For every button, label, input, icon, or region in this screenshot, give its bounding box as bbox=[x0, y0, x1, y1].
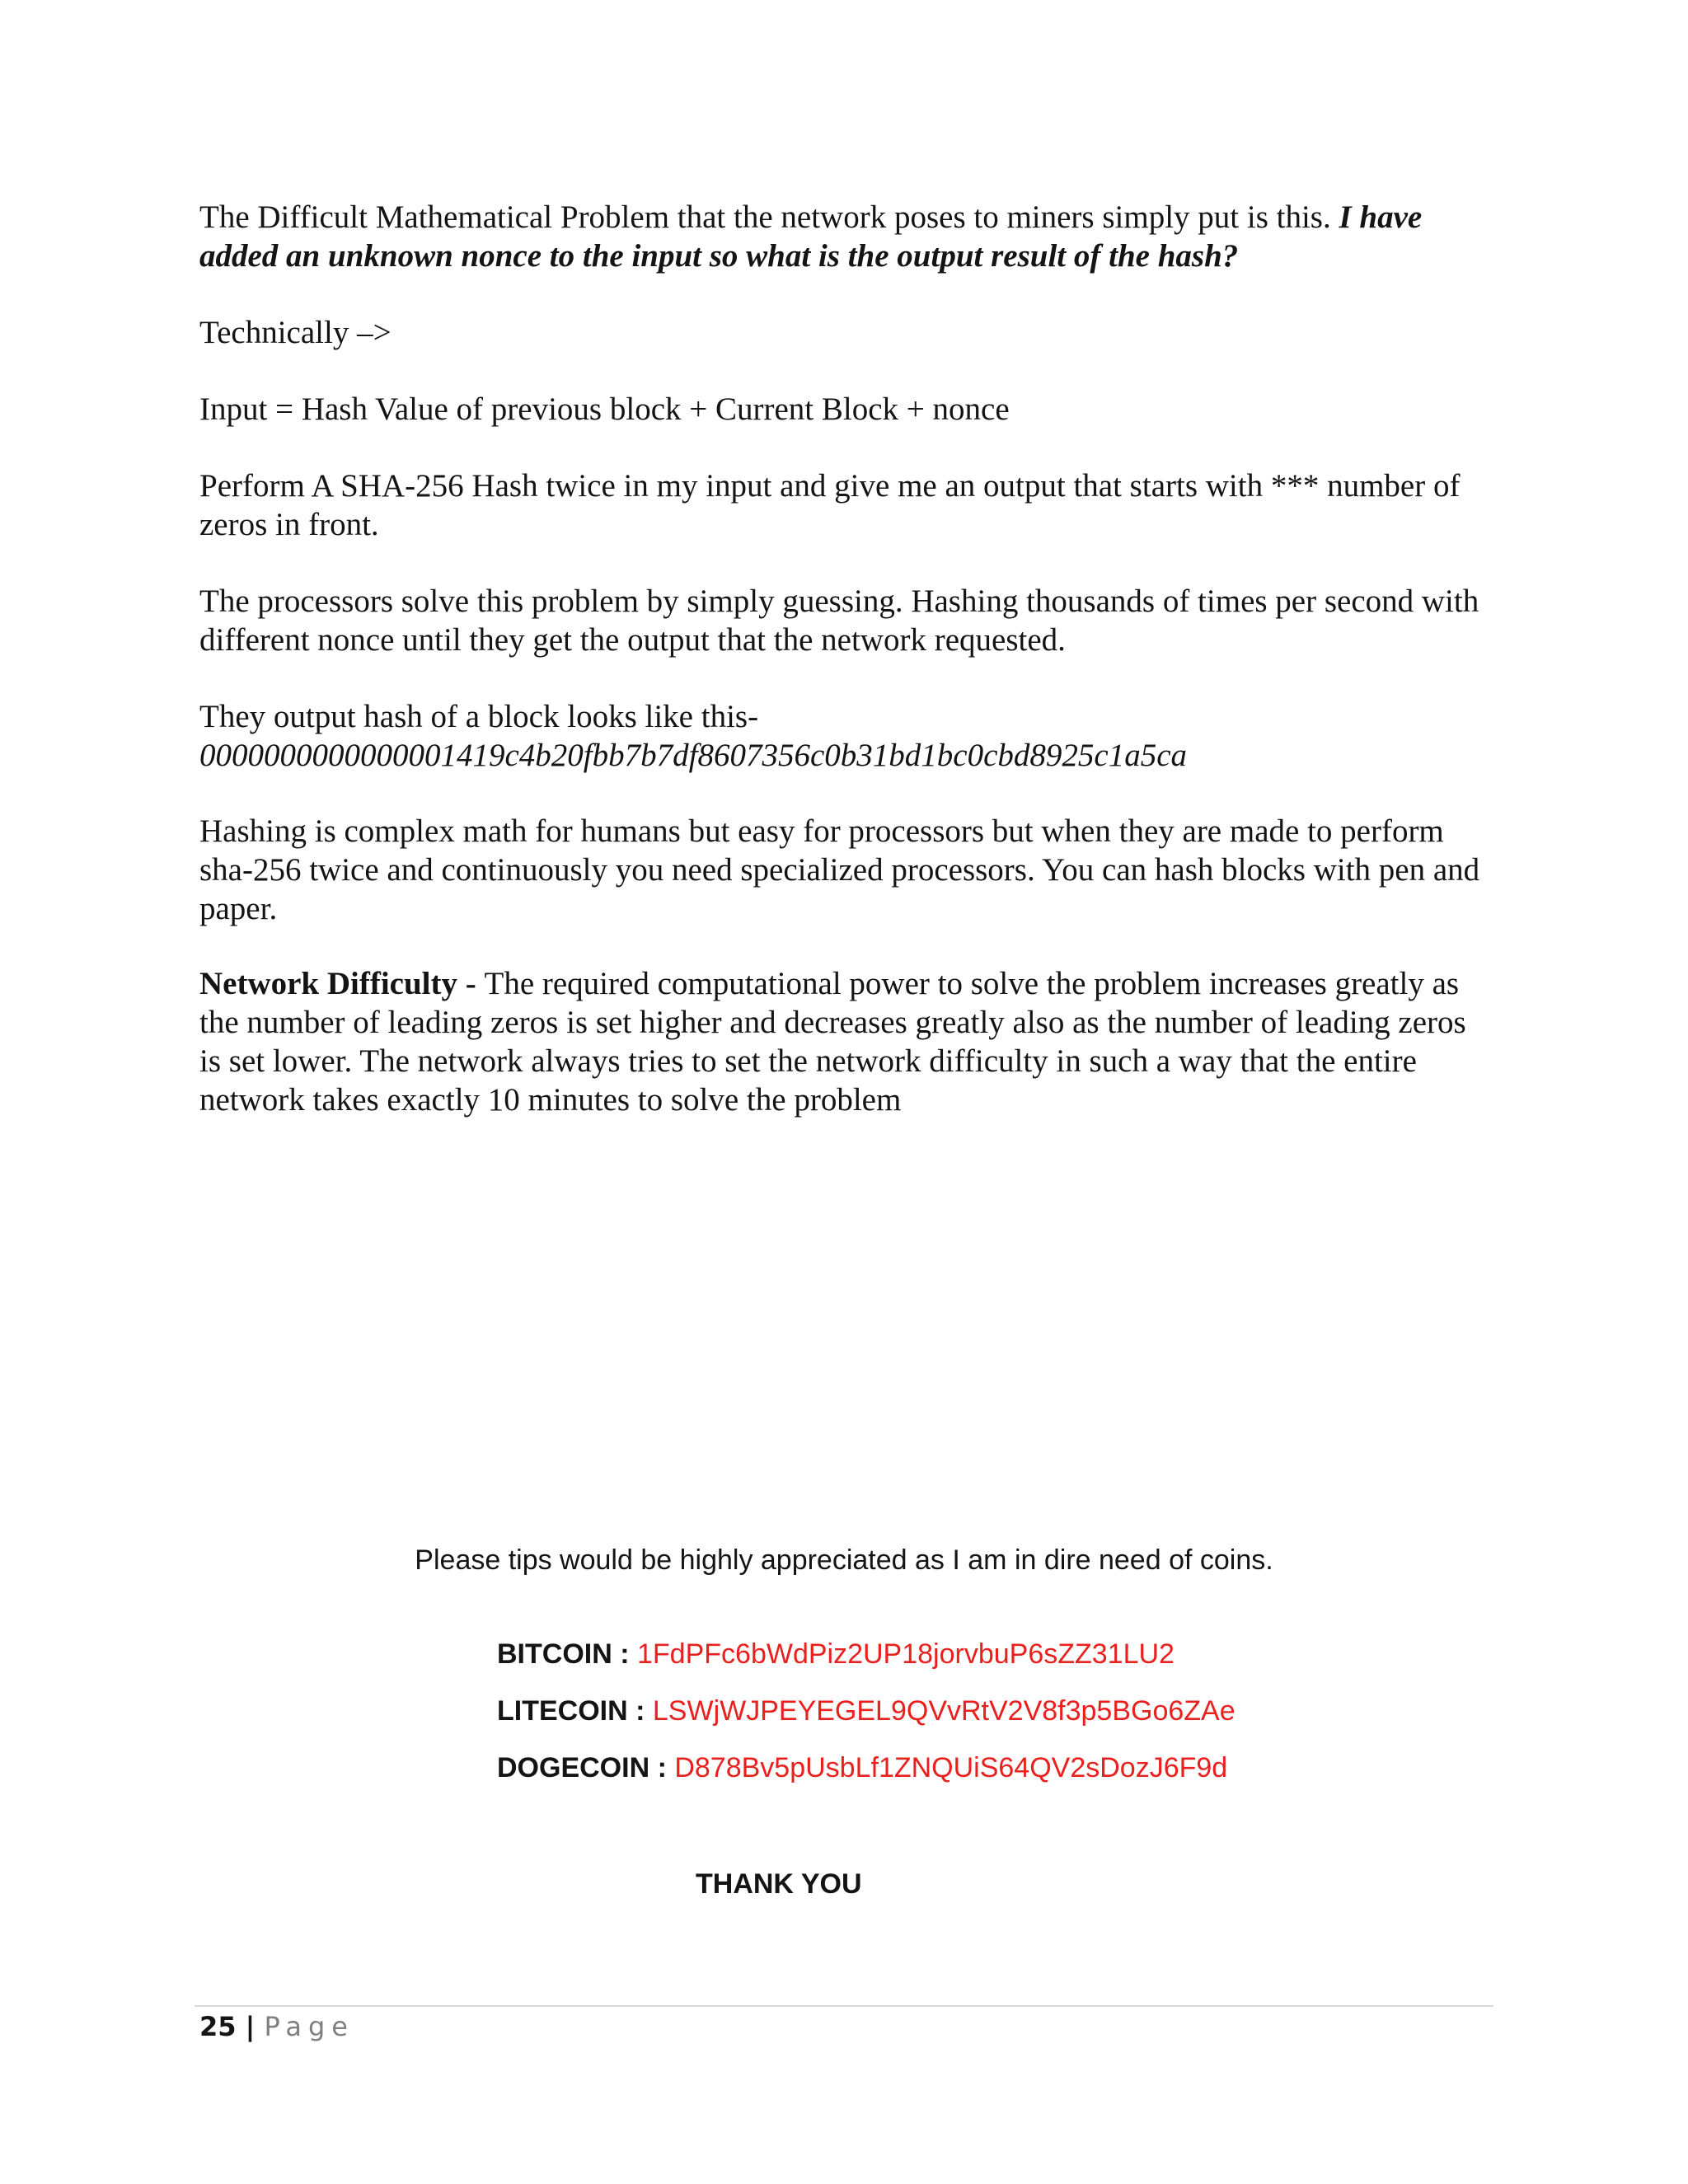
page-footer bbox=[199, 2011, 354, 2042]
paragraph-hashing-math: Hashing is complex math for humans but easy for processors but when they are made to perform sha-256 twice and continuously you need specialized processors. You can hash blocks with pen and paper. bbox=[199, 813, 1480, 926]
coin-name: DOGECOIN bbox=[497, 1752, 650, 1783]
thank-you: THANK YOU bbox=[696, 1868, 862, 1900]
problem-text: The Difficult Mathematical Problem that the network poses to miners simply put is this. bbox=[199, 199, 1339, 235]
coin-name: BITCOIN bbox=[497, 1638, 612, 1670]
paragraph-problem bbox=[199, 198, 1485, 275]
hash-value: 0000000000000001419c4b20fbb7b7df8607356c0b31bd1bc0cbd8925c1a5ca bbox=[199, 738, 1188, 773]
hash-intro: They output hash of a block looks like this- bbox=[199, 699, 759, 734]
paragraph-hash-example bbox=[199, 697, 1485, 775]
problem-question: I have added an unknown nonce to the input so what is the output result of the hash? bbox=[199, 199, 1423, 274]
page-label: Page bbox=[264, 2011, 354, 2042]
footer-separator: | bbox=[236, 2011, 265, 2042]
coin-name: LITECOIN bbox=[497, 1695, 628, 1727]
paragraph-network-difficulty bbox=[199, 964, 1485, 1119]
bitcoin-address[interactable]: 1FdPFc6bWdPiz2UP18jorvbuP6sZZ31LU2 bbox=[637, 1638, 1175, 1670]
coin-separator: : bbox=[649, 1752, 675, 1783]
paragraph-guessing: The processors solve this problem by simply guessing. Hashing thousands of times per second with different nonce until they get the output that the network requested. bbox=[199, 583, 1479, 658]
coin-separator: : bbox=[612, 1638, 637, 1670]
paragraph-input-formula: Input = Hash Value of previous block + Current Block + nonce bbox=[199, 391, 1010, 427]
coin-row-dogecoin bbox=[497, 1752, 1227, 1784]
paragraph-technically: Technically –> bbox=[199, 315, 392, 350]
coin-row-litecoin bbox=[497, 1695, 1236, 1727]
tips-message: Please tips would be highly appreciated as I am in dire need of coins. bbox=[415, 1544, 1273, 1576]
paragraph-sha256: Perform A SHA-256 Hash twice in my input and give me an output that starts with *** number of zeros in front. bbox=[199, 468, 1461, 542]
coin-row-bitcoin bbox=[497, 1638, 1175, 1671]
difficulty-text: The required computational power to solve the problem increases greatly as the number of leading zeros is set higher and decreases greatly also as the number of leading zeros is set lower. The network always tries to set the network difficulty in such a way that the entire network takes exactly 10 minutes to solve the problem bbox=[199, 966, 1466, 1118]
footer-divider bbox=[195, 2005, 1493, 2007]
litecoin-address[interactable]: LSWjWJPEYEGEL9QVvRtV2V8f3p5BGo6ZAe bbox=[652, 1695, 1236, 1727]
difficulty-heading: Network Difficulty - bbox=[199, 966, 485, 1001]
dogecoin-address[interactable]: D878Bv5pUsbLf1ZNQUiS64QV2sDozJ6F9d bbox=[674, 1752, 1228, 1783]
coin-separator: : bbox=[627, 1695, 653, 1727]
page-number: 25 bbox=[199, 2011, 237, 2042]
